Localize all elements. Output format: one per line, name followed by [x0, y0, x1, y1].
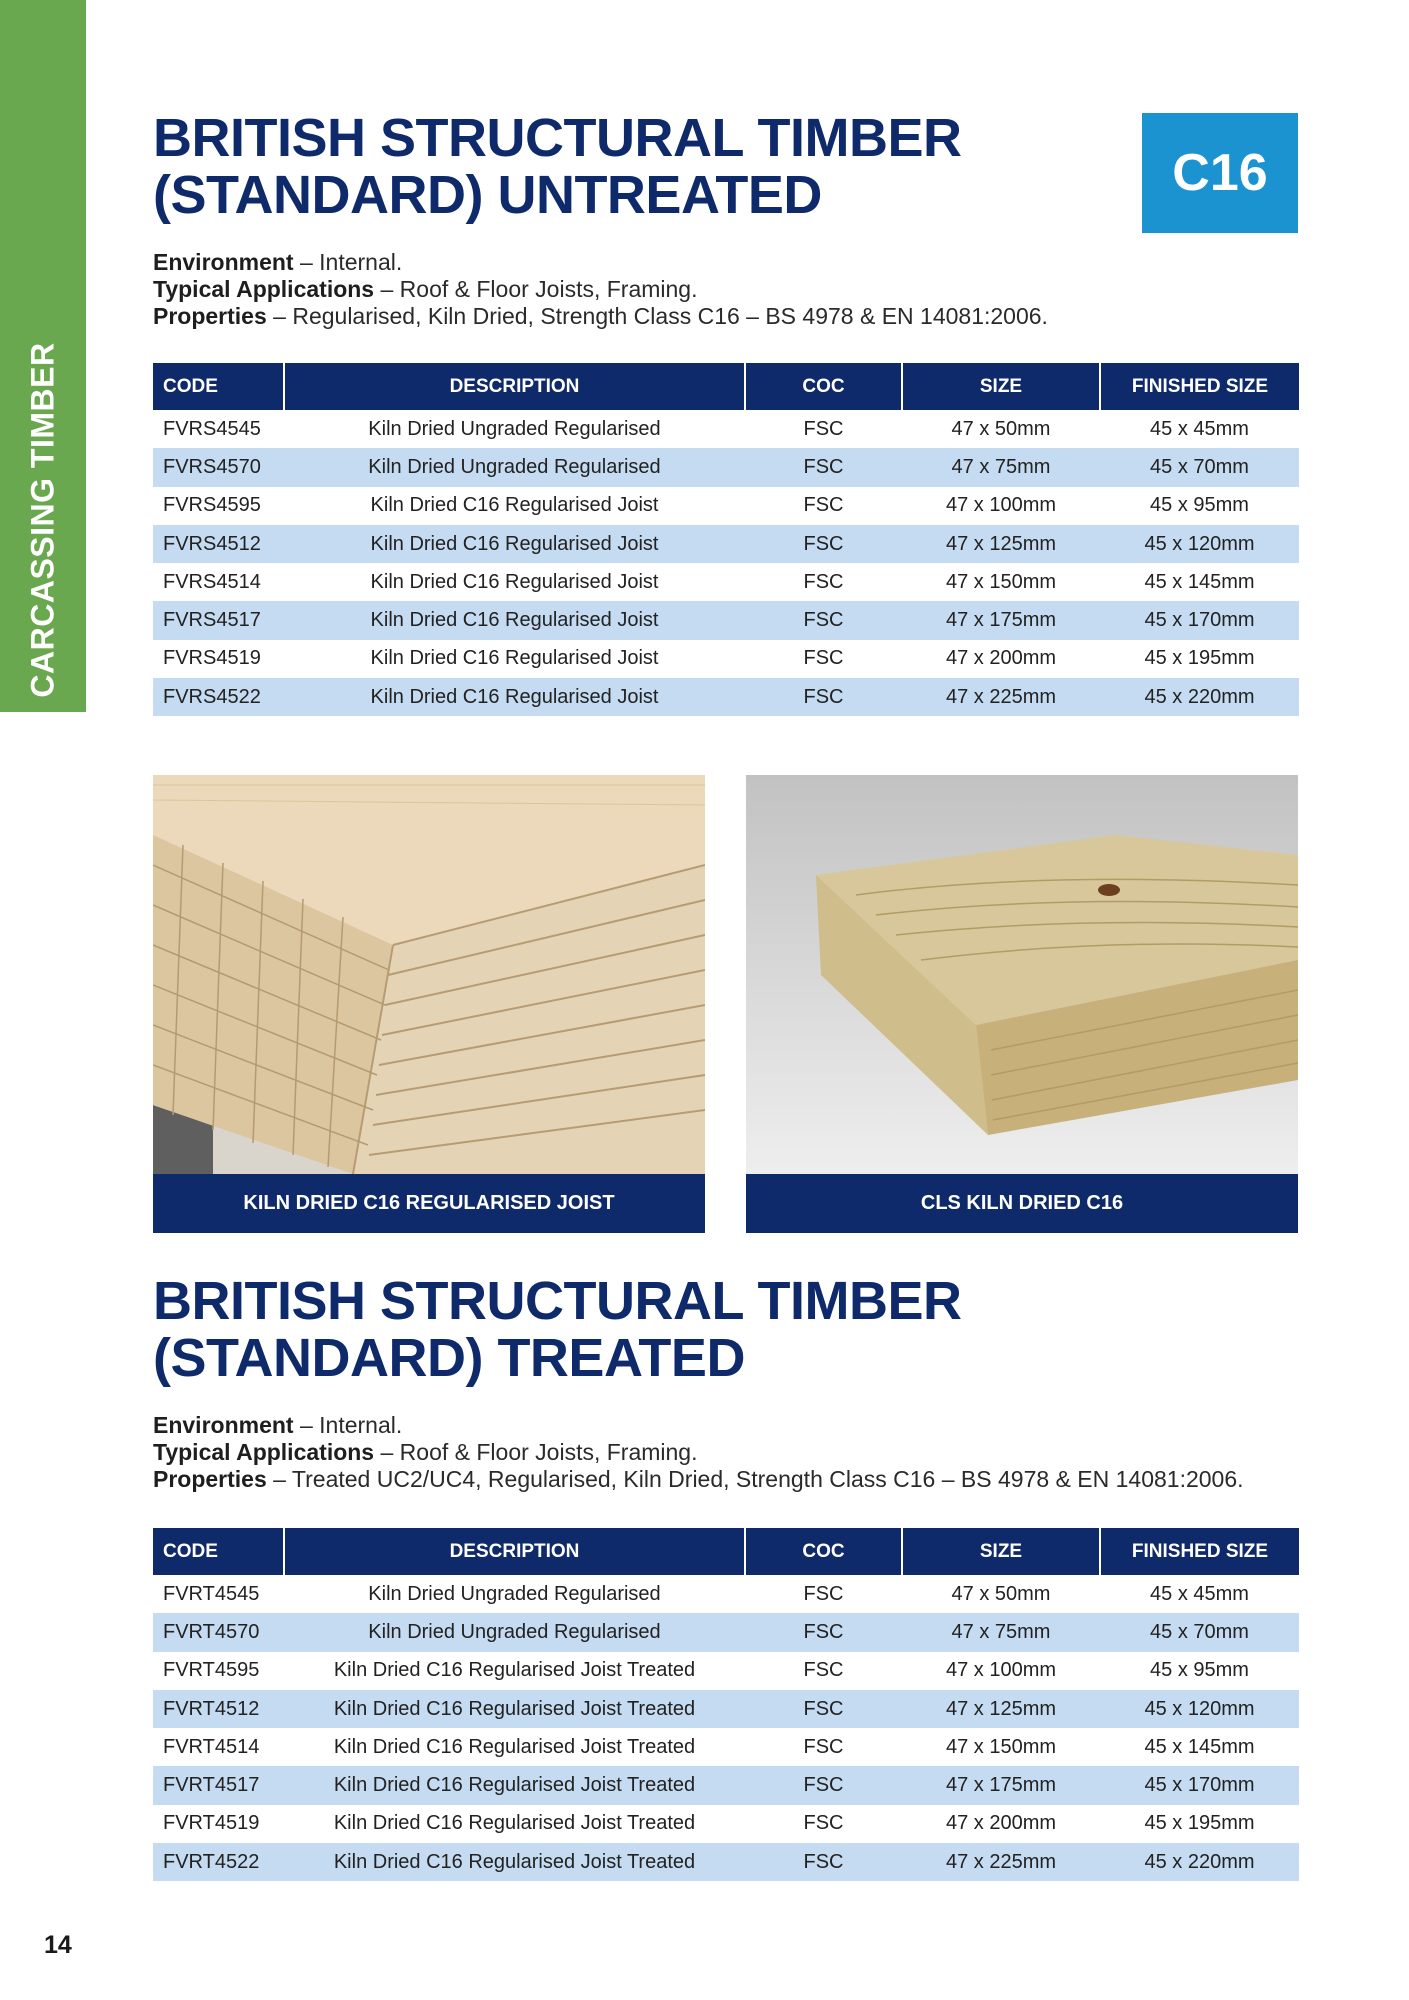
cell-description: Kiln Dried C16 Regularised Joist Treated [333, 1812, 696, 1835]
cell-finished-size: 45 x 45mm [1150, 417, 1249, 440]
cell-size: 47 x 50mm [951, 1582, 1051, 1605]
cell-coc: FSC [803, 1582, 844, 1605]
col-header-coc: COC [745, 1528, 902, 1575]
table-row [153, 1805, 1299, 1843]
col-header-code: CODE [153, 1528, 284, 1575]
cell-coc: FSC [745, 678, 902, 716]
cell-description: Kiln Dried C16 Regularised Joist Treated [333, 1659, 696, 1682]
col-header-size: SIZE [902, 363, 1100, 410]
cell-description: Kiln Dried C16 Regularised Joist Treated [284, 1690, 745, 1728]
section1-title [153, 110, 961, 224]
cell-size: 47 x 150mm [945, 570, 1057, 593]
cell-code: FVRT4522 [153, 1843, 284, 1881]
section1-info [153, 249, 1048, 330]
col-header-description: DESCRIPTION [284, 1528, 745, 1575]
cell-code: FVRS4570 [153, 448, 284, 486]
cell-description: Kiln Dried C16 Regularised Joist Treated [284, 1843, 745, 1881]
table-row [153, 487, 1299, 525]
section1-environment: Environment – Internal. [153, 249, 403, 275]
section1-title-line1: BRITISH STRUCTURAL TIMBER [153, 108, 962, 168]
cell-coc: FSC [745, 1766, 902, 1804]
cell-finished-size: 45 x 145mm [1144, 570, 1255, 593]
table-row [153, 563, 1299, 601]
cell-coc: FSC [803, 570, 844, 593]
cell-code: FVRS4595 [163, 494, 261, 517]
cell-coc: FSC [803, 1659, 844, 1682]
cell-size: 47 x 75mm [902, 448, 1100, 486]
cell-finished-size: 45 x 95mm [1150, 494, 1249, 517]
cell-size: 47 x 125mm [902, 525, 1100, 563]
cell-finished-size: 45 x 120mm [1100, 1690, 1299, 1728]
cell-finished-size: 45 x 70mm [1100, 1613, 1299, 1651]
cell-finished-size: 45 x 220mm [1100, 678, 1299, 716]
strength-class-badge: C16 [1142, 113, 1298, 233]
section2-applications: Typical Applications – Roof & Floor Joists, Framing. [153, 1439, 698, 1465]
treated-spec-table [153, 1528, 1299, 1881]
col-header-coc: COC [745, 363, 902, 410]
cell-code: FVRS4514 [163, 570, 261, 593]
table-row [153, 448, 1299, 486]
cell-finished-size: 45 x 120mm [1100, 525, 1299, 563]
cell-coc: FSC [803, 494, 844, 517]
cell-finished-size: 45 x 145mm [1144, 1735, 1255, 1758]
cell-size: 47 x 100mm [945, 1659, 1057, 1682]
cell-coc: FSC [803, 1735, 844, 1758]
section1-title-line2: (STANDARD) UNTREATED [153, 165, 822, 225]
cell-code: FVRS4517 [153, 601, 284, 639]
cell-code: FVRS4522 [153, 678, 284, 716]
table-header-row [153, 1528, 1299, 1575]
section1-properties: Properties – Regularised, Kiln Dried, Strength Class C16 – BS 4978 & EN 14081:2006. [153, 303, 1048, 329]
cell-description: Kiln Dried Ungraded Regularised [368, 1582, 661, 1605]
cell-code: FVRT4545 [163, 1582, 260, 1605]
cell-size: 47 x 125mm [902, 1690, 1100, 1728]
cell-code: FVRS4512 [153, 525, 284, 563]
cell-code: FVRS4545 [163, 417, 261, 440]
cell-size: 47 x 100mm [945, 494, 1057, 517]
table-row [153, 640, 1299, 678]
table-row [153, 525, 1299, 563]
kiln-dried-joist-stack-image [153, 775, 705, 1174]
cell-size: 47 x 75mm [902, 1613, 1100, 1651]
cell-description: Kiln Dried C16 Regularised Joist [284, 678, 745, 716]
table-header-row [153, 363, 1299, 410]
cell-description: Kiln Dried C16 Regularised Joist [284, 525, 745, 563]
cell-finished-size: 45 x 45mm [1150, 1582, 1249, 1605]
cell-description: Kiln Dried C16 Regularised Joist [284, 601, 745, 639]
cell-coc: FSC [745, 601, 902, 639]
cell-size: 47 x 200mm [945, 1812, 1057, 1835]
cell-coc: FSC [803, 647, 844, 670]
cell-size: 47 x 225mm [902, 678, 1100, 716]
photo-card-joist [153, 775, 705, 1233]
section2-title-line1: BRITISH STRUCTURAL TIMBER [153, 1271, 962, 1331]
cell-description: Kiln Dried C16 Regularised Joist [370, 570, 659, 593]
table-row [153, 1728, 1299, 1766]
cell-code: FVRT4512 [153, 1690, 284, 1728]
table-row [153, 1613, 1299, 1651]
photo-caption-cls: CLS KILN DRIED C16 [746, 1174, 1298, 1233]
cell-code: FVRS4519 [163, 647, 261, 670]
table-row [153, 601, 1299, 639]
untreated-spec-table [153, 363, 1299, 716]
cell-coc: FSC [745, 448, 902, 486]
cell-finished-size: 45 x 170mm [1100, 601, 1299, 639]
section2-title-line2: (STANDARD) TREATED [153, 1328, 745, 1388]
table-row [153, 1652, 1299, 1690]
cell-size: 47 x 150mm [945, 1735, 1057, 1758]
cell-code: FVRT4570 [153, 1613, 284, 1651]
cell-finished-size: 45 x 220mm [1100, 1843, 1299, 1881]
table-row [153, 1766, 1299, 1804]
section2-properties: Properties – Treated UC2/UC4, Regularised, Kiln Dried, Strength Class C16 – BS 4978 & EN 14081:2006. [153, 1466, 1244, 1492]
table-row [153, 1690, 1299, 1728]
cell-description: Kiln Dried C16 Regularised Joist [370, 647, 659, 670]
cell-coc: FSC [803, 1812, 844, 1835]
cell-size: 47 x 50mm [951, 417, 1051, 440]
cell-finished-size: 45 x 195mm [1144, 1812, 1255, 1835]
section2-environment: Environment – Internal. [153, 1412, 403, 1438]
cell-size: 47 x 225mm [902, 1843, 1100, 1881]
cell-coc: FSC [745, 1690, 902, 1728]
cell-code: FVRT4519 [163, 1812, 260, 1835]
cell-size: 47 x 200mm [945, 647, 1057, 670]
page-number: 14 [44, 1931, 72, 1959]
table-row [153, 678, 1299, 716]
cell-coc: FSC [803, 417, 844, 440]
cell-code: FVRT4517 [153, 1766, 284, 1804]
cell-coc: FSC [745, 525, 902, 563]
col-header-description: DESCRIPTION [284, 363, 745, 410]
table-row [153, 1575, 1299, 1613]
table-row [153, 1843, 1299, 1881]
cell-size: 47 x 175mm [902, 601, 1100, 639]
cell-size: 47 x 175mm [902, 1766, 1100, 1804]
col-header-finished-size: FINISHED SIZE [1100, 1528, 1299, 1575]
col-header-finished-size: FINISHED SIZE [1100, 363, 1299, 410]
cell-finished-size: 45 x 70mm [1100, 448, 1299, 486]
cell-description: Kiln Dried Ungraded Regularised [284, 448, 745, 486]
cell-description: Kiln Dried C16 Regularised Joist Treated [284, 1766, 745, 1804]
cell-description: Kiln Dried Ungraded Regularised [284, 1613, 745, 1651]
col-header-size: SIZE [902, 1528, 1100, 1575]
cell-coc: FSC [745, 1843, 902, 1881]
section1-applications: Typical Applications – Roof & Floor Joists, Framing. [153, 276, 698, 302]
cell-finished-size: 45 x 95mm [1150, 1659, 1249, 1682]
cell-coc: FSC [745, 1613, 902, 1651]
side-category-tab [0, 0, 86, 712]
col-header-code: CODE [153, 363, 284, 410]
cls-timber-image [746, 775, 1298, 1174]
cell-code: FVRT4595 [163, 1659, 260, 1682]
photo-caption-joist: KILN DRIED C16 REGULARISED JOIST [153, 1174, 705, 1233]
photo-card-cls [746, 775, 1298, 1233]
side-category-label: CARCASSING TIMBER [24, 342, 61, 698]
cell-finished-size: 45 x 195mm [1144, 647, 1255, 670]
cell-description: Kiln Dried C16 Regularised Joist [370, 494, 659, 517]
cell-description: Kiln Dried C16 Regularised Joist Treated [333, 1735, 696, 1758]
cell-description: Kiln Dried Ungraded Regularised [368, 417, 661, 440]
cell-code: FVRT4514 [163, 1735, 260, 1758]
section2-info [153, 1412, 1244, 1493]
table-row [153, 410, 1299, 448]
cell-finished-size: 45 x 170mm [1100, 1766, 1299, 1804]
section2-title [153, 1273, 961, 1387]
